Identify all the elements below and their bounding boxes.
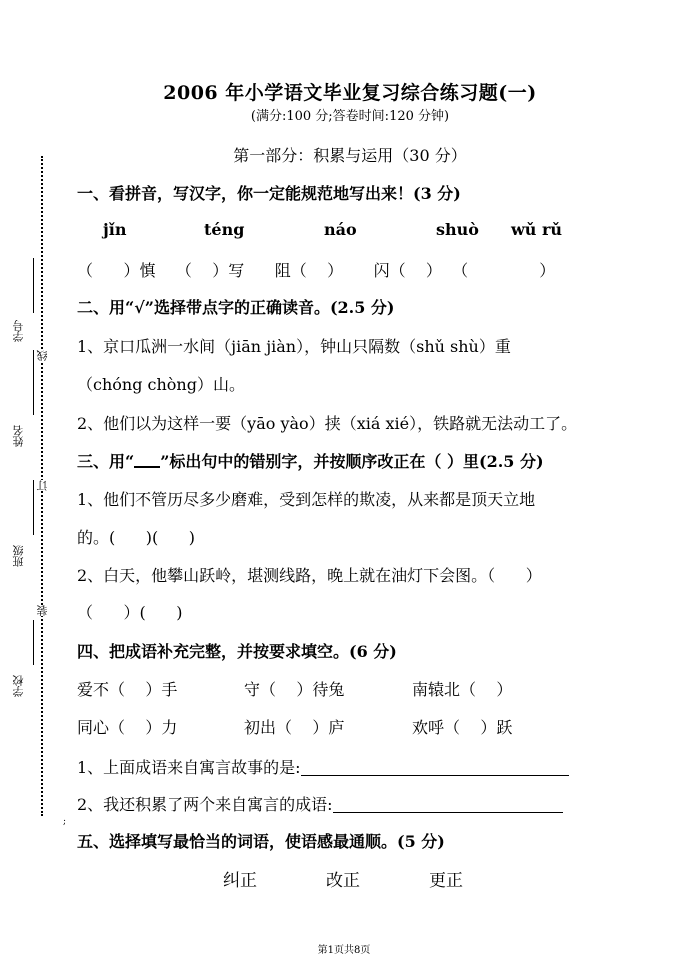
q4-item-2	[77, 792, 563, 815]
q4-answer-line-1[interactable]	[301, 759, 569, 776]
q3-item-2a: 2、白天，他攀山跃岭，堪测线路，晚上就在油灯下会图。（ ）	[77, 566, 542, 585]
page-number: 第1页共8页	[317, 945, 371, 956]
q4-heading: 四、把成语补充完整，并按要求填空。(6 分)	[77, 642, 397, 661]
name-label: 姓名	[12, 425, 25, 447]
id-label: 学号	[12, 320, 25, 342]
name-blank	[33, 350, 34, 415]
q3-item-1b: 的。( )( )	[77, 528, 196, 547]
q3-item-2b: （ ）( )	[77, 603, 183, 622]
q1-fill-line: （ ）慎 （ ）写 阻（ ） 闪（ ） （ ）	[77, 261, 556, 280]
q1-pinyin-3: náo	[324, 220, 357, 239]
q3-heading-b: ”标出句中的错别字，并按顺序改正在（ ）里(2.5 分)	[160, 452, 544, 471]
q2-item-1b: （chóng chòng）山。	[77, 375, 245, 394]
class-label: 班级	[12, 545, 25, 567]
q5-heading: 五、选择填写最恰当的词语，使语感最通顺。(5 分)	[77, 832, 445, 851]
q5-word-2: 改正	[326, 871, 360, 891]
q3-item-1a: 1、他们不管历尽多少磨难，受到怎样的欺凌，从来都是顶天立地	[77, 490, 536, 509]
q1-pinyin-1: jǐn	[103, 220, 127, 239]
underline-mark	[134, 451, 160, 468]
q4-idiom-3: 南辕北（ ）	[412, 680, 513, 699]
q5-word-3: 更正	[429, 871, 463, 891]
q2-heading-b: ”选择带点字的正确读音。(2.5 分)	[144, 298, 395, 317]
cut-char-ding: 订	[36, 480, 49, 491]
stray-mark: ;	[63, 817, 67, 827]
q4-answer-line-2[interactable]	[333, 796, 563, 813]
q2-heading-a: 二、用“	[77, 298, 135, 317]
q4-item-1	[77, 755, 569, 778]
cut-char-zhuang: 装	[36, 605, 49, 616]
q1-heading: 一、看拼音，写汉字，你一定能规范地写出来！(3 分)	[77, 184, 461, 203]
school-label: 学校	[12, 675, 25, 697]
class-blank	[33, 480, 34, 535]
q4-idiom-1: 爱不（ ）手	[77, 680, 178, 699]
q2-item-1a: 1、京口瓜洲一水间（jiān jiàn），钟山只隔数（shǔ shù）重	[77, 337, 511, 356]
binding-strip	[0, 150, 70, 820]
q3-heading	[77, 449, 544, 472]
q4-item-2-text: 2、我还积累了两个来自寓言的成语:	[77, 795, 333, 814]
cut-char-xian: 线	[36, 350, 49, 361]
q1-pinyin-2: téng	[204, 220, 245, 239]
q1-pinyin-4: shuò	[436, 220, 479, 239]
exam-title: 2006 年小学语文毕业复习综合练习题(一)	[163, 82, 537, 104]
q4-idiom-5: 初出（ ）庐	[244, 718, 345, 737]
id-blank	[33, 258, 34, 313]
q4-idiom-4: 同心（ ）力	[77, 718, 178, 737]
part-heading: 第一部分：积累与运用（30 分）	[233, 146, 467, 165]
exam-subtitle: (满分:100 分;答卷时间:120 分钟)	[250, 109, 450, 124]
q2-heading	[77, 295, 395, 318]
school-blank	[33, 620, 34, 665]
q4-idiom-6: 欢呼（ ）跃	[412, 718, 513, 737]
q2-item-2: 2、他们以为这样一要（yāo yào）挟（xiá xié），铁路就无法动工了。	[77, 414, 578, 433]
checkmark-symbol: √	[134, 298, 145, 317]
q4-item-1-text: 1、上面成语来自寓言故事的是:	[77, 758, 301, 777]
q1-pinyin-5: wǔ rǔ	[511, 220, 563, 239]
q3-heading-a: 三、用“	[77, 452, 135, 471]
q4-idiom-2: 守（ ）待兔	[244, 680, 345, 699]
q5-word-1: 纠正	[223, 871, 257, 891]
